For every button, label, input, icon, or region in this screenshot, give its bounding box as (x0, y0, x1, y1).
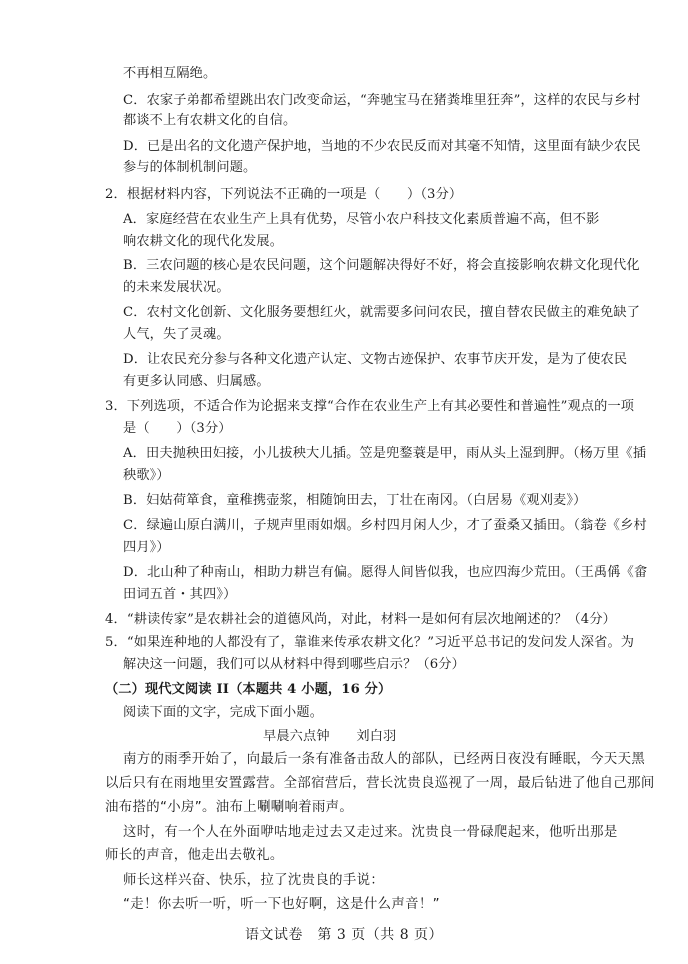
text-line: D．北山种了种南山，相助力耕岂有偏。愿得人间皆似我，也应四海少荒田。（王禹偁《畲 (123, 565, 648, 580)
text-line: B．妇姑荷箪食，童稚携壶浆，相随饷田去，丁壮在南冈。（白居易《观刈麦》） (123, 493, 587, 508)
text-line: 是（ ）（3分） (123, 421, 232, 436)
text-line: 参与的体制机制问题。 (123, 160, 257, 175)
passage-line: 这时，有一个人在外面咿咕地走过去又走过来。沈贵良一骨碌爬起来，他听出那是 (123, 825, 618, 840)
passage-line: 师长的声音，他走出去敬礼。 (105, 848, 284, 863)
text-line: C．农村文化创新、文化服务要想红火，就需要多问问农民，擅自替农民做主的难免缺了 (123, 305, 641, 320)
text-line: 不再相互隔绝。 (123, 66, 217, 81)
text-line: 响农耕文化的现代化发展。 (123, 234, 284, 249)
passage-line: 油布搭的“小房”。油布上唰唰响着雨声。 (105, 800, 354, 815)
question-5: 5．“如果连种地的人都没有了，靠谁来传承农耕文化？”习近平总书记的发问发人深省。为 (105, 635, 635, 650)
passage-line: 师长这样兴奋、快乐，拉了沈贵良的手说： (123, 873, 385, 888)
text-line: 田词五首・其四》） (123, 587, 237, 602)
question-4: 4．“耕读传家”是农耕社会的道德风尚，对此，材料一是如何有层次地阐述的？（4分） (105, 612, 617, 627)
page-footer: 语文试卷 第 3 页（共 8 页） (244, 927, 444, 943)
text-line: 都谈不上有农耕文化的自信。 (123, 113, 297, 128)
text-line: A．田夫抛秧田妇接，小儿拔秧大儿插。笠是兜鍪蓑是甲，雨从头上湿到胛。（杨万里《插 (123, 446, 647, 461)
passage-line: 南方的雨季开始了，向最后一条有准备击敌人的部队，已经两日夜没有睡眠，今天天黑 (123, 752, 646, 767)
text-line: C．农家子弟都希望跳出农门改变命运，“奔驰宝马在猪粪堆里狂奔”，这样的农民与乡村 (123, 93, 641, 108)
text-line: D．让农民充分参与各种文化遗产认定、文物古迹保护、农事节庆开发，是为了使农民 (123, 352, 628, 367)
text-line: 四月》） (123, 540, 170, 555)
text-line: D．已是出名的文化遗产保护地，当地的不少农民反而对其毫不知情，这里面有缺少农民 (123, 139, 641, 154)
text-line: C．绿遍山原白满川，子规声里雨如烟。乡村四月闲人少，才了蚕桑又插田。（翁卷《乡村 (123, 518, 647, 533)
passage-line: “走！你去听一听，听一下也好啊，这是什么声音！” (123, 897, 440, 912)
passage-line: 以后只有在雨地里安置露营。全部宿营后，营长沈贵良巡视了一周，最后钻进了他自己那间 (105, 776, 655, 791)
text-line: 秧歌》） (123, 468, 170, 483)
text-line: A．家庭经营在农业生产上具有优势，尽管小农户科技文化素质普遍不高，但不影 (123, 212, 600, 227)
instruction: 阅读下面的文字，完成下面小题。 (123, 705, 324, 720)
text-line: B．三农问题的核心是农民问题，这个问题解决得好不好，将会直接影响农耕文化现代化 (123, 258, 640, 273)
text-line: 的未来发展状况。 (123, 280, 230, 295)
text-line: 有更多认同感、归属感。 (123, 374, 270, 389)
section-heading: （二）现代文阅读 II（本题共 4 小题，16 分） (105, 682, 392, 697)
text-line: 解决这一问题，我们可以从材料中得到哪些启示？（6分） (123, 657, 465, 672)
text-line: 人气，失了灵魂。 (123, 327, 230, 342)
question-2: 2．根据材料内容，下列说法不正确的一项是（ ）（3分） (105, 187, 463, 202)
question-3: 3．下列选项，不适合作为论据来支撑“合作在农业生产上有其必要性和普遍性”观点的一项 (105, 399, 635, 414)
passage-title: 早晨六点钟 刘白羽 (263, 729, 397, 744)
